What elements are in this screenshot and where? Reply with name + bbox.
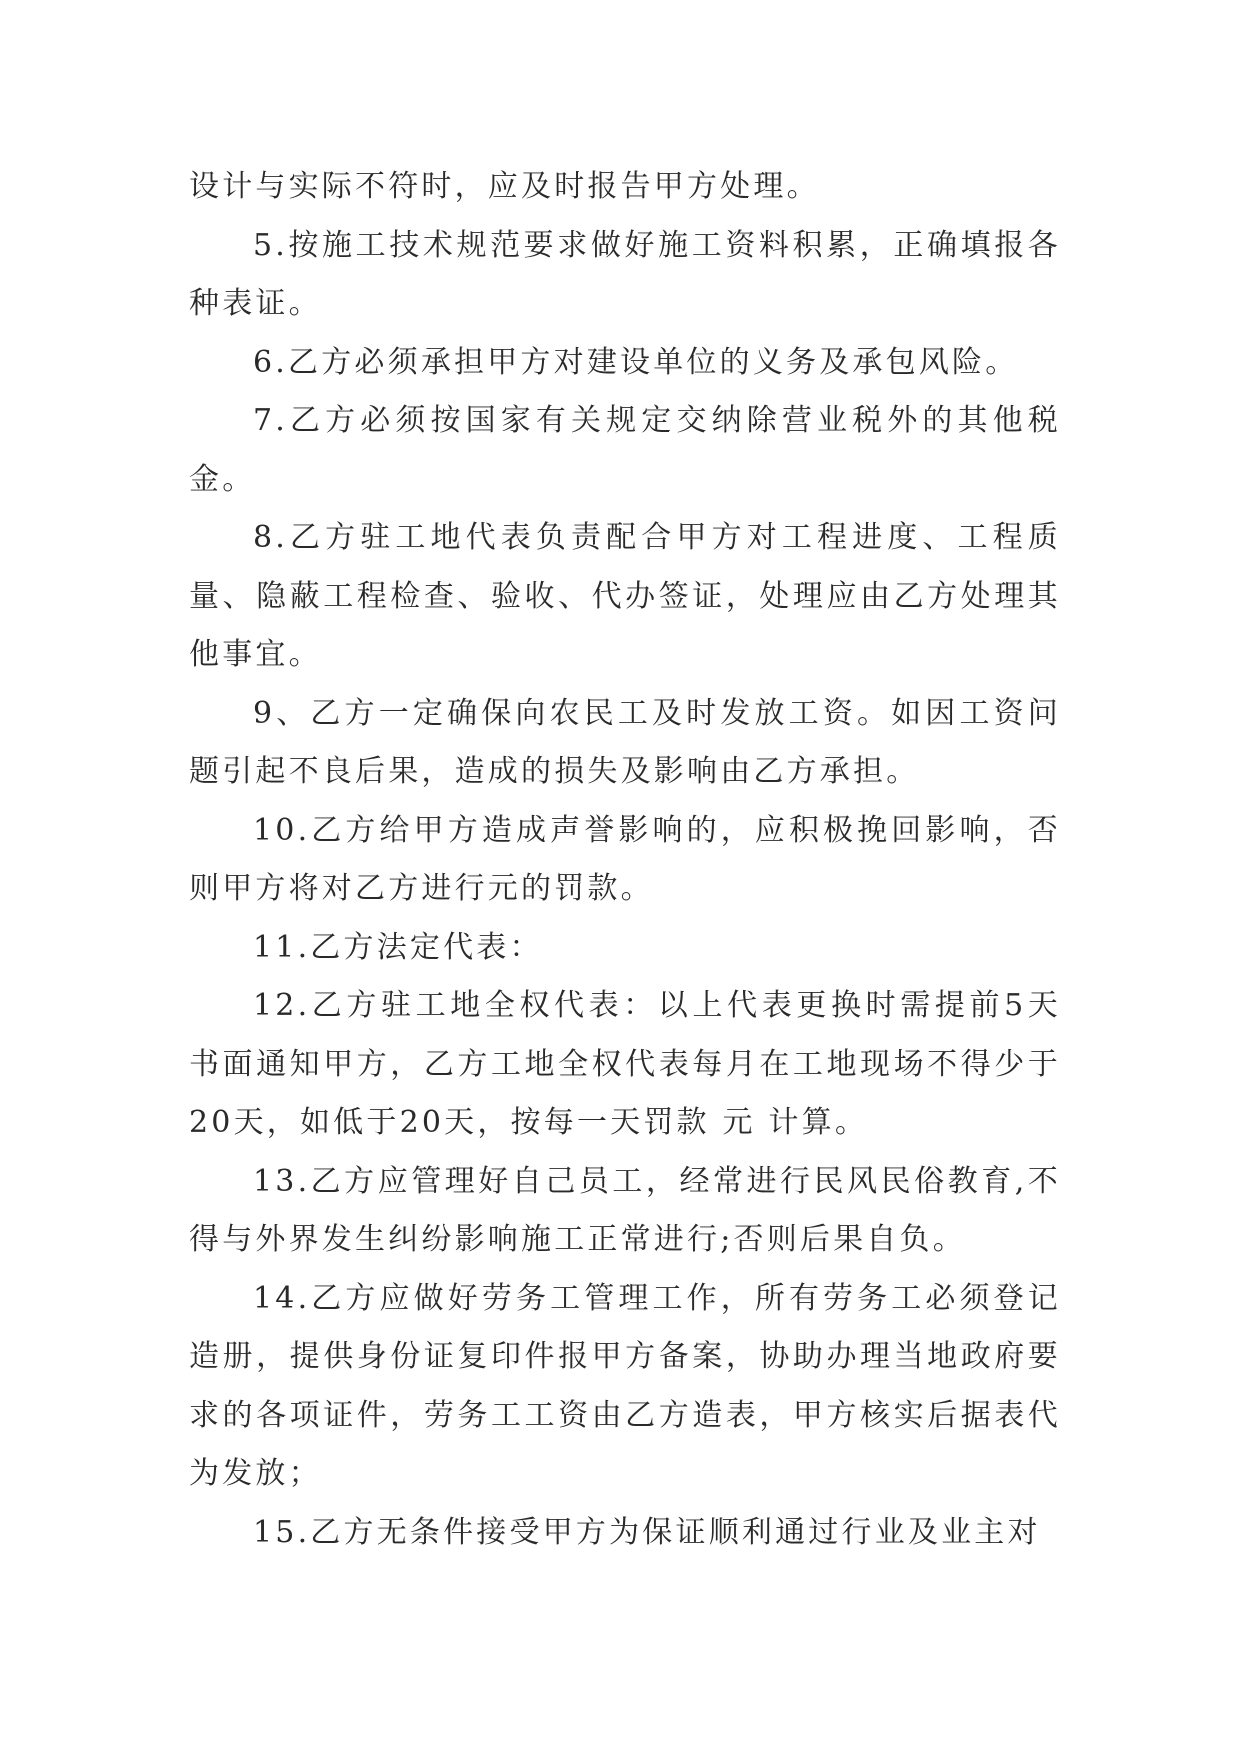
clause-15: 15.乙方无条件接受甲方为保证顺利通过行业及业主对 [253,1514,1041,1550]
clause-5: 5.按施工技术规范要求做好施工资料积累，正确填报各种表证。 [189,227,1061,321]
clause-8: 8.乙方驻工地代表负责配合甲方对工程进度、工程质量、隐蔽工程检查、验收、代办签证，处理应由乙方处理其他事宜。 [189,520,1061,672]
clause-12: 12.乙方驻工地全权代表：以上代表更换时需提前5天书面通知甲方，乙方工地全权代表每月在工地现场不得少于20天，如低于20天，按每一天罚款 元 计算。 [189,988,1061,1140]
clause-11: 11.乙方法定代表： [253,929,543,965]
clause-13: 13.乙方应管理好自己员工，经常进行民风民俗教育,不得与外界发生纠纷影响施工正常进行;否则后果自负。 [189,1163,1061,1257]
clause-9: 9、乙方一定确保向农民工及时发放工资。如因工资问题引起不良后果，造成的损失及影响由乙方承担。 [189,695,1061,789]
clause-14: 14.乙方应做好劳务工管理工作，所有劳务工必须登记造册，提供身份证复印件报甲方备案，协助办理当地政府要求的各项证件，劳务工工资由乙方造表，甲方核实后据表代为发放； [189,1280,1061,1491]
paragraph-continuation: 设计与实际不符时，应及时报告甲方处理。 [189,169,820,204]
clause-6: 6.乙方必须承担甲方对建设单位的义务及承包风险。 [253,344,1019,380]
clause-10: 10.乙方给甲方造成声誉影响的，应积极挽回影响，否则甲方将对乙方进行元的罚款。 [189,812,1061,906]
document-body [189,158,1061,1562]
clause-7: 7.乙方必须按国家有关规定交纳除营业税外的其他税金。 [189,403,1061,497]
